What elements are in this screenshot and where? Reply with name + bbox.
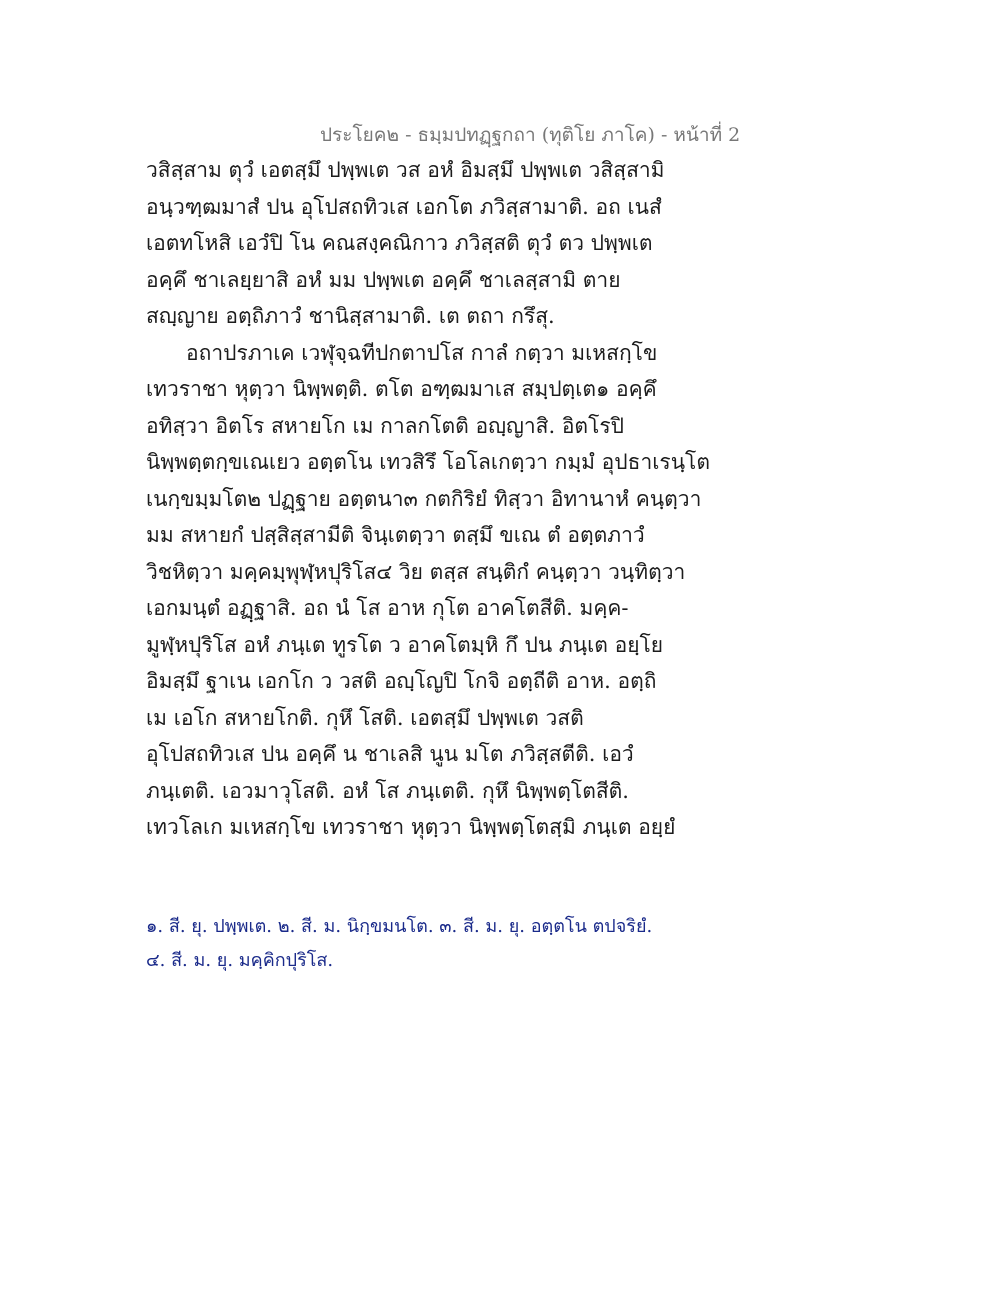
text-line: เทวโลเก มเหสกฺโข เทวราชา หุตฺวา นิพฺพตฺโตสฺมิ ภนฺเต อยฺยํ (146, 815, 676, 839)
footnote-line: ๔. สี. ม. ยุ. มคฺคิกปุริโส. (146, 950, 334, 971)
text-line: ภนฺเตติ. เอวมาวุโสติ. อหํ โส ภนฺเตติ. กุหึ นิพฺพตฺโตสีติ. (146, 778, 629, 803)
text-line: วิชหิตฺวา มคฺคมฺพุฬฺหปุริโส๔ วิย ตสฺส สนฺติกํ คนฺตฺวา วนฺทิตฺวา (146, 559, 686, 584)
text-line: อุโปสถทิวเส ปน อคฺคึ น ชาเลสิ นูน มโต ภวิสฺสตีติ. เอวํ (146, 742, 634, 766)
text-line: เอกมนฺตํ อฏฺฐาสิ. อถ นํ โส อาห กุโต อาคโตสีติ. มคฺค- (146, 596, 629, 620)
text-line: มม สหายกํ ปสฺสิสฺสามีติ จินฺเตตฺวา ตสฺมึ ขเณ ตํ อตฺตภาวํ (146, 523, 645, 547)
text-line: อิมสฺมึ ฐาเน เอกโก ว วสติ อญฺโญปิ โกจิ อตฺถีติ อาห. อตฺถิ (146, 669, 657, 693)
footnote-line: ๑. สี. ยุ. ปพฺพเต. ๒. สี. ม. นิกฺขมนโต. ๓. สี. ม. ยุ. อตฺตโน ตปจริยํ. (146, 916, 653, 937)
body-text (146, 152, 710, 846)
text-line: วสิสฺสาม ตุวํ เอตสฺมึ ปพฺพเต วส อหํ อิมสฺมึ ปพฺพเต วสิสฺสามิ (146, 158, 665, 182)
text-line: เอตทโหสิ เอวํปิ โน คณสงฺคณิกาว ภวิสฺสติ ตุวํ ตว ปพฺพเต (146, 231, 653, 255)
text-line: อทิสฺวา อิตโร สหายโก เม กาลกโตติ อญฺญาสิ. อิตโรปิ (146, 413, 624, 438)
paragraph-first-line: อถาปรภาเค เวฬุจฺฉทีปกตาปโส กาลํ กตฺวา มเหสกฺโข (186, 340, 658, 365)
text-line: เทวราชา หุตฺวา นิพฺพตฺติ. ตโต อฑฺฒมาเส สมฺปตฺเต๑ อคฺคึ (146, 377, 657, 401)
footnotes (146, 910, 706, 978)
text-line: มูฬฺหปุริโส อหํ ภนฺเต ทูรโต ว อาคโตมฺหิ กึ ปน ภนฺเต อยฺโย (146, 632, 664, 657)
text-line: อคฺคึ ชาเลยฺยาสิ อหํ มม ปพฺพเต อคฺคึ ชาเลสฺสามิ ตาย (146, 267, 621, 292)
text-line: เนกฺขมฺมโต๒ ปฏฺฐาย อตฺตนา๓ กตกิริยํ ทิสฺวา อิทานาหํ คนฺตฺวา (146, 486, 702, 511)
text-line: เม เอโก สหายโกติ. กุหึ โสติ. เอตสฺมึ ปพฺพเต วสติ (146, 705, 584, 730)
running-header: ประโยค๒ - ธมฺมปทฏฺฐกถา (ทุติโย ภาโค) - หน้าที่ 2 (320, 124, 741, 146)
text-line: อนฺวฑฺฒมาสํ ปน อุโปสถทิวเส เอกโต ภวิสฺสามาติ. อถ เนสํ (146, 194, 662, 219)
text-line: นิพฺพตฺตกฺขเณเยว อตฺตโน เทวสิรึ โอโลเกตฺวา กมฺมํ อุปธาเรนฺโต (146, 450, 710, 474)
text-line: สญฺญาย อตฺถิภาวํ ชานิสฺสามาติ. เต ตถา กรึสุ. (146, 304, 555, 328)
